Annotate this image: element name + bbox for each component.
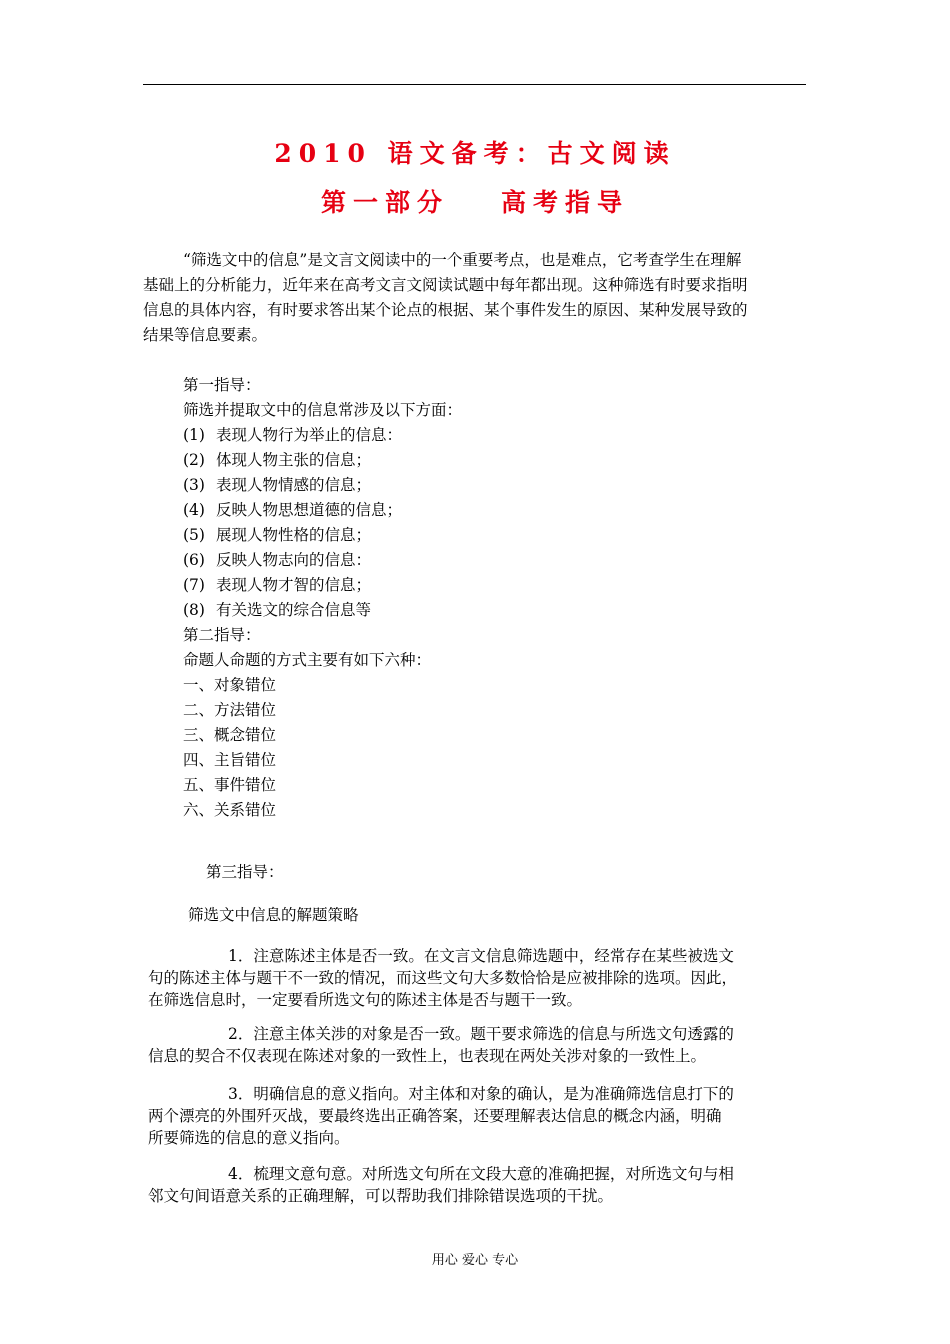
item-number: (6): [183, 551, 205, 569]
subtitle-part: 第一部分: [320, 188, 449, 217]
item-text: 表现人物行为举止的信息：: [216, 426, 403, 444]
list-item: [183, 523, 371, 548]
strategy-line: 所要筛选的信息的意义指向。: [148, 1129, 350, 1147]
subtitle-topic: 高考指导: [501, 188, 630, 217]
item-number: (3): [183, 476, 205, 494]
item-number: (2): [183, 451, 205, 469]
page-title: 2010 语文备考：古文阅读: [274, 139, 676, 168]
strategy-paragraph: [148, 1023, 734, 1067]
intro-line: 信息的具体内容，有时要求答出某个论点的根据、某个事件发生的原因、某种发展导致的: [143, 301, 748, 319]
item-text: 体现人物主张的信息；: [216, 451, 372, 469]
strategy-line: 邻文句间语意关系的正确理解，可以帮助我们排除错误选项的干扰。: [148, 1187, 614, 1205]
guide1-lead: 筛选并提取文中的信息常涉及以下方面：: [183, 401, 463, 419]
intro-line: 结果等信息要素。: [143, 326, 268, 344]
item-number: (7): [183, 576, 205, 594]
item-text: 表现人物情感的信息；: [216, 476, 372, 494]
page-subtitle: [0, 183, 950, 219]
strategy-line: 4．梳理文意句意。对所选文句所在文段大意的准确把握，对所选文句与相: [228, 1165, 734, 1183]
list-item: 六、关系错位: [183, 801, 277, 819]
strategy-line: 两个漂亮的外围歼灭战，要最终选出正确答案，还要理解表达信息的概念内涵，明确: [148, 1107, 722, 1125]
guide2-heading: 第二指导：: [183, 626, 261, 644]
strategy-paragraph: [148, 1083, 734, 1149]
strategy-line: 2．注意主体关涉的对象是否一致。题干要求筛选的信息与所选文句透露的: [228, 1025, 734, 1043]
item-text: 有关选文的综合信息等: [216, 601, 372, 619]
intro-line: “筛选文中的信息”是文言文阅读中的一个重要考点，也是难点，它考查学生在理解: [183, 251, 742, 269]
guide2-lead: 命题人命题的方式主要有如下六种：: [183, 651, 432, 669]
guide1-heading: 第一指导：: [183, 376, 261, 394]
item-text: 表现人物才智的信息；: [216, 576, 372, 594]
list-item: 五、事件错位: [183, 776, 277, 794]
strategy-line: 句的陈述主体与题干不一致的情况，而这些文句大多数恰恰是应被排除的选项。因此，: [148, 969, 738, 987]
list-item: [183, 473, 371, 498]
strategy-paragraph: [148, 1163, 734, 1207]
list-item: 三、概念错位: [183, 726, 277, 744]
item-number: (8): [183, 601, 205, 619]
item-text: 反映人物志向的信息：: [216, 551, 372, 569]
item-number: (4): [183, 501, 205, 519]
intro-paragraph: [143, 248, 806, 348]
list-item: 一、对象错位: [183, 676, 277, 694]
list-item: [183, 498, 402, 523]
strategy-paragraph: [148, 945, 737, 1011]
guide3-lead: 筛选文中信息的解题策略: [188, 906, 359, 924]
item-text: 展现人物性格的信息；: [216, 526, 372, 544]
strategy-line: 1．注意陈述主体是否一致。在文言文信息筛选题中，经常存在某些被选文: [228, 947, 734, 965]
item-text: 反映人物思想道德的信息；: [216, 501, 403, 519]
list-item: [183, 573, 371, 598]
intro-line: 基础上的分析能力，近年来在高考文言文阅读试题中每年都出现。这种筛选有时要求指明: [143, 276, 748, 294]
item-number: (1): [183, 426, 205, 444]
guide3-heading: 第三指导：: [206, 863, 284, 881]
strategy-line: 3．明确信息的意义指向。对主体和对象的确认，是为准确筛选信息打下的: [228, 1085, 734, 1103]
list-item: [183, 423, 402, 448]
list-item: [183, 548, 371, 573]
item-number: (5): [183, 526, 205, 544]
strategy-line: 在筛选信息时，一定要看所选文句的陈述主体是否与题干一致。: [148, 991, 583, 1009]
list-item: [183, 448, 371, 473]
list-item: 二、方法错位: [183, 701, 277, 719]
page-footer: 用心 爱心 专心: [431, 1253, 519, 1268]
header-rule: [143, 84, 806, 85]
list-item: 四、主旨错位: [183, 751, 277, 769]
list-item: [183, 598, 371, 623]
strategy-line: 信息的契合不仅表现在陈述对象的一致性上，也表现在两处关涉对象的一致性上。: [148, 1047, 707, 1065]
